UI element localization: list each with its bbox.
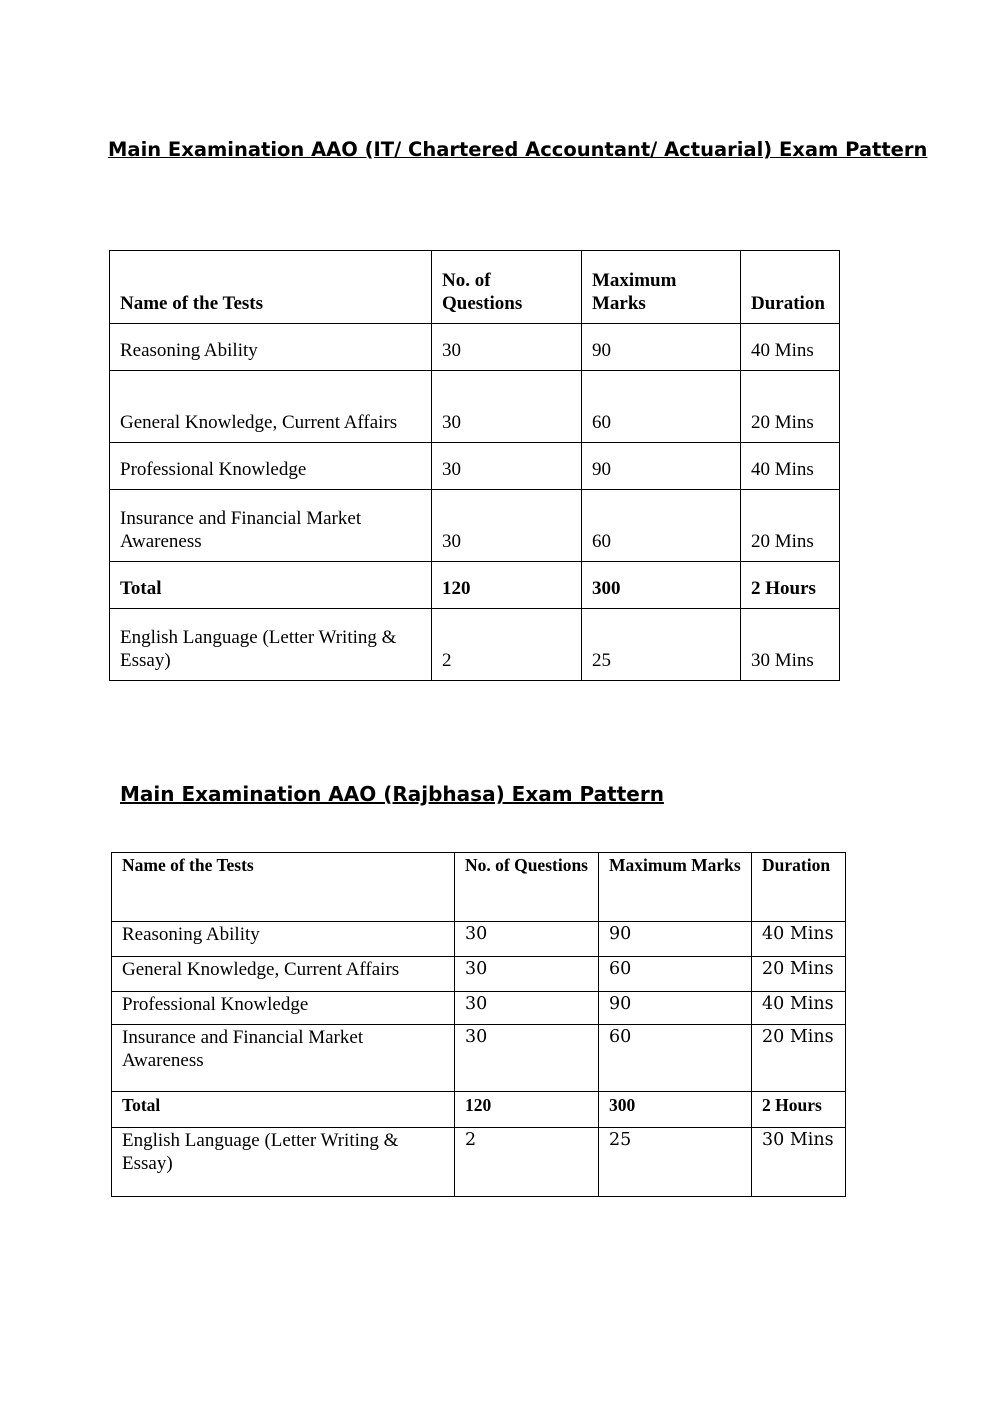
questions-cell: 2 — [455, 1128, 599, 1197]
total-duration-cell: 2 Hours — [752, 1092, 846, 1128]
total-row — [110, 562, 840, 609]
duration-cell: 20 Mins — [741, 371, 840, 443]
total-questions-cell: 120 — [432, 562, 582, 609]
total-label-cell: Total — [112, 1092, 455, 1128]
questions-cell: 30 — [432, 324, 582, 371]
test-name-cell: Professional Knowledge — [110, 443, 432, 490]
header-name-of-tests: Name of the Tests — [112, 853, 455, 922]
table-row — [112, 992, 846, 1025]
questions-cell: 30 — [432, 443, 582, 490]
table-row — [112, 1128, 846, 1197]
total-label-cell: Total — [110, 562, 432, 609]
marks-cell: 60 — [599, 957, 752, 992]
table-header-row — [112, 853, 846, 922]
test-name-cell: Reasoning Ability — [110, 324, 432, 371]
total-marks-cell: 300 — [599, 1092, 752, 1128]
test-name-cell: Insurance and Financial Market Awareness — [110, 490, 432, 562]
duration-cell: 30 Mins — [741, 609, 840, 681]
table-header-row — [110, 251, 840, 324]
table-row — [112, 922, 846, 957]
marks-cell: 25 — [582, 609, 741, 681]
exam-pattern-table-rajbhasa — [111, 852, 846, 1197]
table-row — [110, 609, 840, 681]
duration-cell: 40 Mins — [752, 992, 846, 1025]
table-row — [110, 490, 840, 562]
duration-cell: 40 Mins — [752, 922, 846, 957]
marks-cell: 90 — [599, 992, 752, 1025]
header-duration: Duration — [752, 853, 846, 922]
section2-title: Main Examination AAO (Rajbhasa) Exam Pattern — [120, 782, 664, 806]
questions-cell: 30 — [432, 490, 582, 562]
marks-cell: 90 — [582, 443, 741, 490]
test-name-cell: Reasoning Ability — [112, 922, 455, 957]
total-questions-cell: 120 — [455, 1092, 599, 1128]
questions-cell: 30 — [455, 1025, 599, 1092]
header-maximum-marks: Maximum Marks — [582, 251, 741, 324]
exam-pattern-table-it-ca-actuarial — [109, 250, 840, 681]
duration-cell: 30 Mins — [752, 1128, 846, 1197]
questions-cell: 30 — [455, 922, 599, 957]
table-row — [110, 324, 840, 371]
total-row — [112, 1092, 846, 1128]
questions-cell: 30 — [455, 992, 599, 1025]
total-marks-cell: 300 — [582, 562, 741, 609]
total-duration-cell: 2 Hours — [741, 562, 840, 609]
duration-cell: 20 Mins — [752, 1025, 846, 1092]
header-name-of-tests: Name of the Tests — [110, 251, 432, 324]
table-row — [112, 1025, 846, 1092]
header-maximum-marks: Maximum Marks — [599, 853, 752, 922]
test-name-cell: English Language (Letter Writing & Essay) — [112, 1128, 455, 1197]
test-name-cell: General Knowledge, Current Affairs — [112, 957, 455, 992]
header-no-of-questions: No. of Questions — [432, 251, 582, 324]
duration-cell: 40 Mins — [741, 443, 840, 490]
questions-cell: 2 — [432, 609, 582, 681]
marks-cell: 60 — [582, 490, 741, 562]
test-name-cell: English Language (Letter Writing & Essay) — [110, 609, 432, 681]
duration-cell: 20 Mins — [741, 490, 840, 562]
questions-cell: 30 — [432, 371, 582, 443]
marks-cell: 90 — [582, 324, 741, 371]
marks-cell: 60 — [599, 1025, 752, 1092]
table-row — [110, 371, 840, 443]
questions-cell: 30 — [455, 957, 599, 992]
test-name-cell: Professional Knowledge — [112, 992, 455, 1025]
header-duration: Duration — [741, 251, 840, 324]
marks-cell: 25 — [599, 1128, 752, 1197]
marks-cell: 90 — [599, 922, 752, 957]
test-name-cell: General Knowledge, Current Affairs — [110, 371, 432, 443]
duration-cell: 20 Mins — [752, 957, 846, 992]
header-no-of-questions: No. of Questions — [455, 853, 599, 922]
table-row — [110, 443, 840, 490]
test-name-cell: Insurance and Financial Market Awareness — [112, 1025, 455, 1092]
duration-cell: 40 Mins — [741, 324, 840, 371]
marks-cell: 60 — [582, 371, 741, 443]
section1-title: Main Examination AAO (IT/ Chartered Accountant/ Actuarial) Exam Pattern — [108, 138, 928, 161]
table-row — [112, 957, 846, 992]
